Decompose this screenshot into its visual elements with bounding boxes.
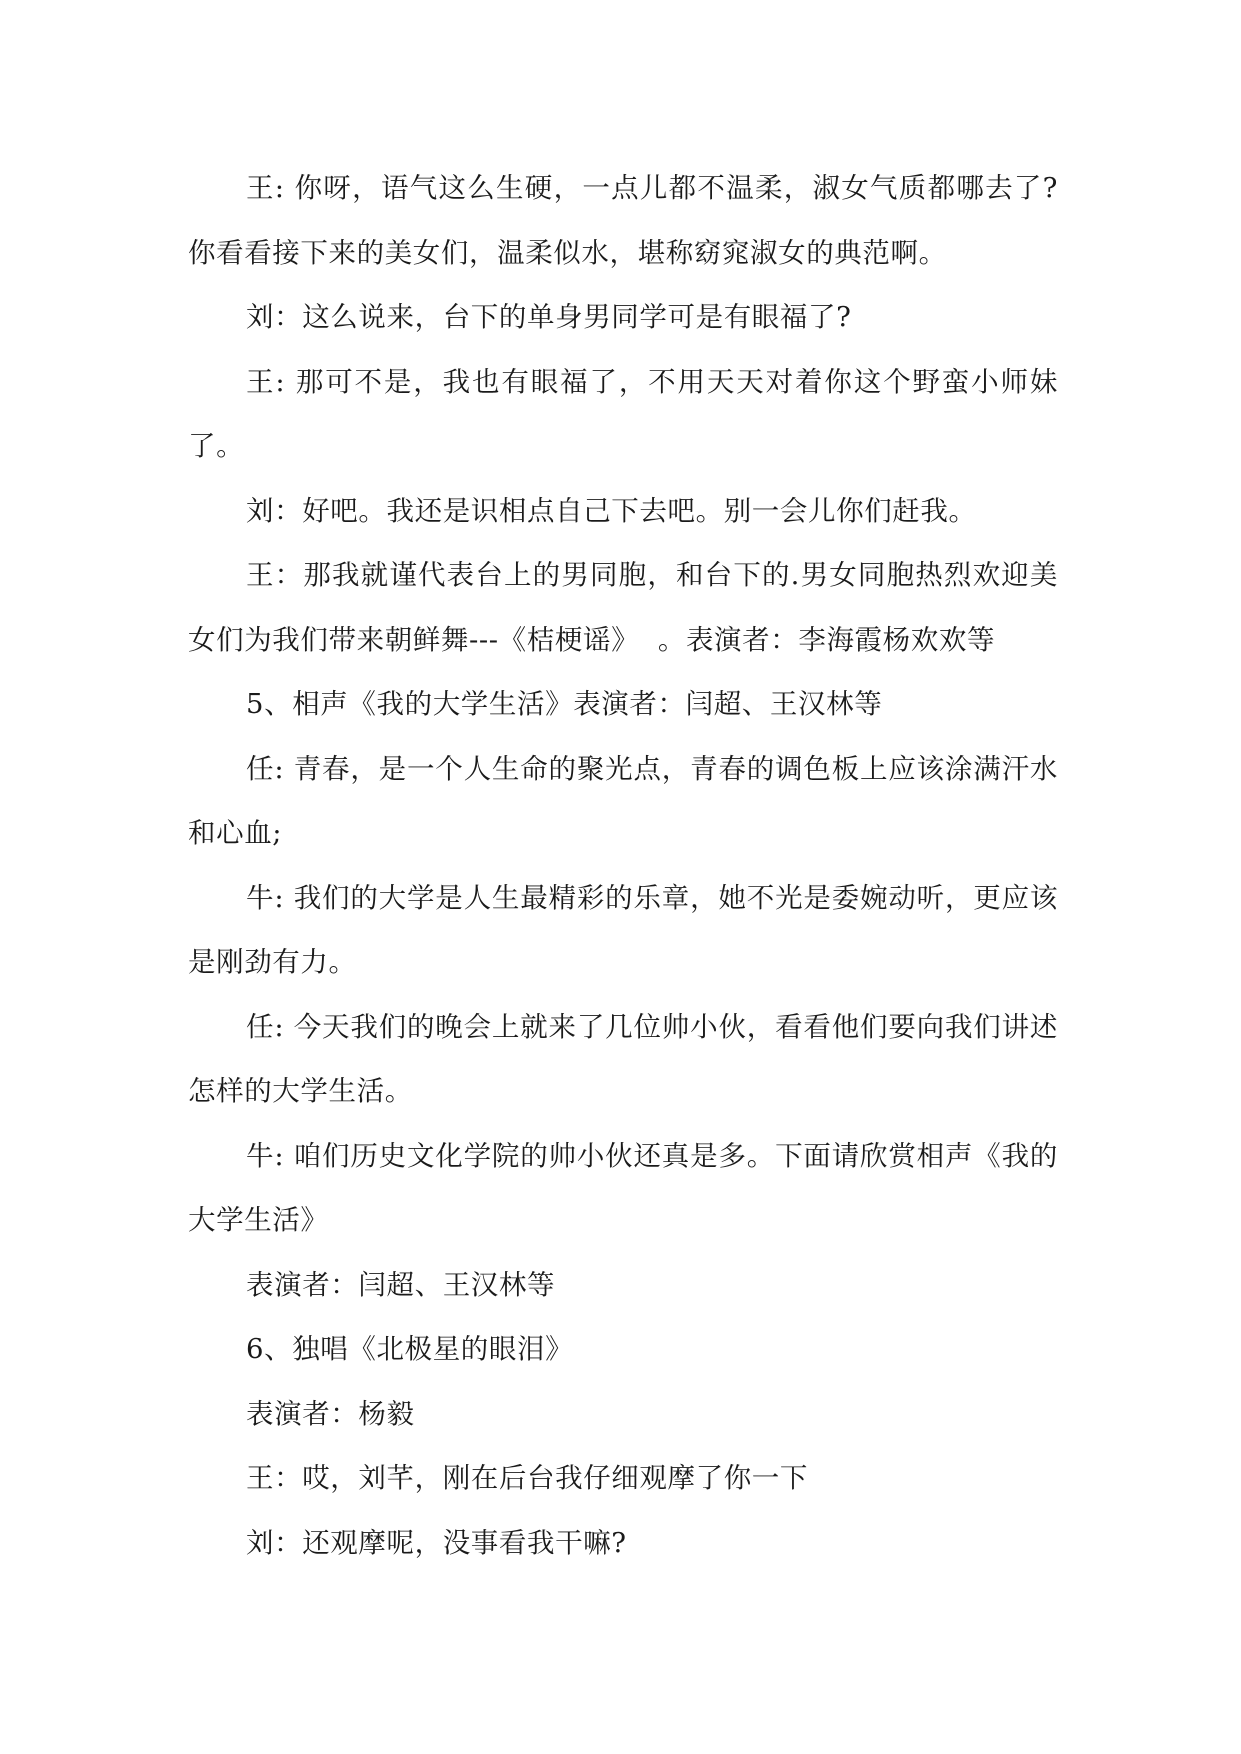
paragraph: 任: 今天我们的晚会上就来了几位帅小伙，看看他们要向我们讲述怎样的大学生活。 bbox=[188, 1010, 1058, 1107]
paragraph: 5、相声《我的大学生活》表演者：闫超、王汉林等 bbox=[246, 688, 883, 720]
paragraph: 牛: 我们的大学是人生最精彩的乐章，她不光是委婉动听，更应该是刚劲有力。 bbox=[188, 881, 1058, 978]
paragraph: 王：那我就谨代表台上的男同胞，和台下的.男女同胞热烈欢迎美女们为我们带来朝鲜舞---《桔梗谣》 。表演者：李海霞杨欢欢等 bbox=[188, 559, 1058, 656]
paragraph: 刘：这么说来，台下的单身男同学可是有眼福了? bbox=[246, 301, 852, 333]
paragraph: 表演者：杨毅 bbox=[246, 1397, 415, 1430]
paragraph: 任: 青春，是一个人生命的聚光点，青春的调色板上应该涂满汗水和心血; bbox=[188, 752, 1058, 849]
paragraph: 刘：好吧。我还是识相点自己下去吧。别一会儿你们赶我。 bbox=[246, 494, 977, 527]
paragraph: 6、独唱《北极星的眼泪》 bbox=[246, 1333, 574, 1365]
paragraph: 牛: 咱们历史文化学院的帅小伙还真是多。下面请欣赏相声《我的大学生活》 bbox=[188, 1139, 1058, 1236]
paragraph: 王：哎，刘芊，刚在后台我仔细观摩了你一下 bbox=[246, 1462, 808, 1494]
paragraph: 王: 你呀，语气这么生硬，一点儿都不温柔，淑女气质都哪去了?你看看接下来的美女们，温柔似水，堪称窈窕淑女的典范啊。 bbox=[188, 172, 1058, 269]
document-body bbox=[188, 156, 1058, 1575]
paragraph: 表演者：闫超、王汉林等 bbox=[246, 1268, 556, 1301]
paragraph: 王: 那可不是，我也有眼福了，不用天天对着你这个野蛮小师妹了。 bbox=[188, 365, 1058, 462]
paragraph: 刘：还观摩呢，没事看我干嘛? bbox=[246, 1526, 627, 1559]
